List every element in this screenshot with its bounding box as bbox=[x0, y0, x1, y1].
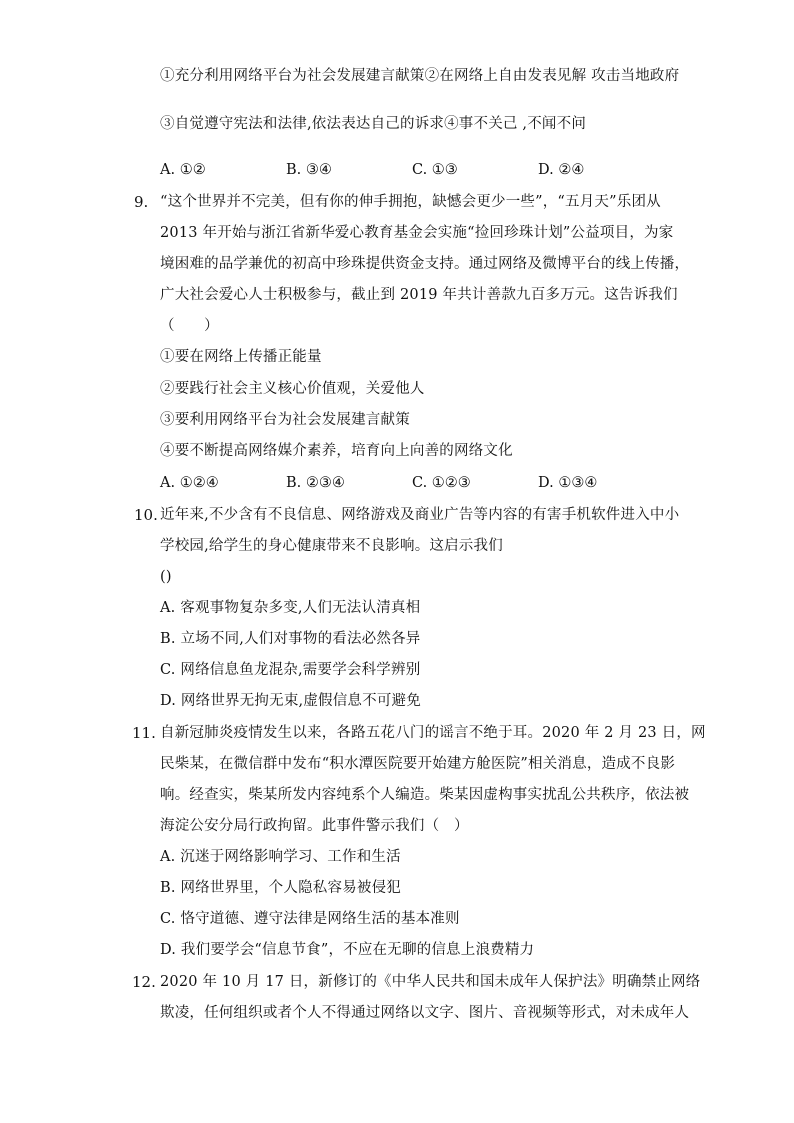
q12-number: 12. bbox=[132, 973, 156, 991]
q11-option-a[interactable]: A. 沉迷于网络影响学习、工作和生活 bbox=[160, 849, 401, 865]
q10-answer-blank: () bbox=[160, 569, 172, 585]
q10-option-c[interactable]: C. 网络信息鱼龙混杂,需要学会科学辨别 bbox=[160, 662, 421, 678]
q10-option-a[interactable]: A. 客观事物复杂多变,人们无法认清真相 bbox=[160, 600, 421, 616]
q8-option-a[interactable]: A. ①② bbox=[160, 162, 206, 178]
q10-stem-line: 学校园,给学生的身心健康带来不良影响。这启示我们 bbox=[160, 538, 503, 554]
q11-stem-line: 自新冠肺炎疫情发生以来，各路五花八门的谣言不绝于耳。2020 年 2 月 23 日，网 bbox=[160, 725, 706, 741]
q9-statement-line: ④要不断提高网络媒介素养，培育向上向善的网络文化 bbox=[160, 443, 513, 459]
q11-option-b[interactable]: B. 网络世界里，个人隐私容易被侵犯 bbox=[160, 880, 401, 896]
q11-stem-line: 民柴某，在微信群中发布“积水潭医院要开始建方舱医院”相关消息，造成不良影 bbox=[160, 756, 676, 772]
q9-number: 9. bbox=[134, 193, 149, 211]
q11-option-c[interactable]: C. 恪守道德、遵守法律是网络生活的基本准则 bbox=[160, 911, 460, 927]
q9-options bbox=[160, 473, 660, 493]
q11-stem-line: 海淀公安分局行政拘留。此事件警示我们（ ） bbox=[160, 818, 469, 834]
q9-option-b[interactable]: B. ②③④ bbox=[286, 475, 345, 491]
q10-stem-line: 近年来,不少含有不良信息、网络游戏及商业广告等内容的有害手机软件进入中小 bbox=[160, 507, 680, 523]
q8-statement-line: ①充分利用网络平台为社会发展建言献策②在网络上自由发表见解 攻击当地政府 bbox=[160, 68, 680, 84]
q11-stem-line: 响。经查实，柴某所发内容纯系个人编造。柴某因虚构事实扰乱公共秩序，依法被 bbox=[160, 787, 690, 803]
q12-stem-line: 2020 年 10 月 17 日，新修订的《中华人民共和国未成年人保护法》明确禁止网络 bbox=[160, 974, 701, 990]
q11-option-d[interactable]: D. 我们要学会“信息节食”，不应在无聊的信息上浪费精力 bbox=[160, 942, 535, 958]
q9-stem-line: 2013 年开始与浙江省新华爱心教育基金会实施“捡回珍珠计划”公益项目，为家 bbox=[160, 225, 674, 241]
q9-stem-line: “这个世界并不完美，但有你的伸手拥抱，缺憾会更少一些”，“五月天”乐团从 bbox=[160, 194, 661, 210]
q8-option-d[interactable]: D. ②④ bbox=[538, 162, 585, 178]
q9-stem-line: 广大社会爱心人士积极参与，截止到 2019 年共计善款九百多万元。这告诉我们 bbox=[160, 287, 678, 303]
q8-statement-line: ③自觉遵守宪法和法律,依法表达自己的诉求④事不关己 ,不闻不问 bbox=[160, 116, 587, 132]
q9-statement-line: ①要在网络上传播正能量 bbox=[160, 349, 322, 365]
q8-options bbox=[160, 160, 660, 180]
q8-option-b[interactable]: B. ③④ bbox=[286, 162, 332, 178]
q12-stem-line: 欺凌，任何组织或者个人不得通过网络以文字、图片、音视频等形式，对未成年人 bbox=[160, 1005, 690, 1021]
q9-stem-line: 境困难的品学兼优的初高中珍珠提供资金支持。通过网络及微博平台的线上传播， bbox=[160, 256, 690, 272]
q9-option-a[interactable]: A. ①②④ bbox=[160, 475, 219, 491]
q11-number: 11. bbox=[132, 724, 156, 742]
q8-option-c[interactable]: C. ①③ bbox=[412, 162, 458, 178]
q9-statement-line: ②要践行社会主义核心价值观，关爱他人 bbox=[160, 381, 425, 397]
q9-option-d[interactable]: D. ①③④ bbox=[538, 475, 598, 491]
q10-option-d[interactable]: D. 网络世界无拘无束,虚假信息不可避免 bbox=[160, 693, 421, 709]
q10-number: 10. bbox=[134, 506, 158, 524]
q9-answer-blank: （ ） bbox=[160, 318, 219, 334]
q9-statement-line: ③要利用网络平台为社会发展建言献策 bbox=[160, 412, 410, 428]
q10-option-b[interactable]: B. 立场不同,人们对事物的看法必然各异 bbox=[160, 631, 421, 647]
q9-option-c[interactable]: C. ①②③ bbox=[412, 475, 471, 491]
